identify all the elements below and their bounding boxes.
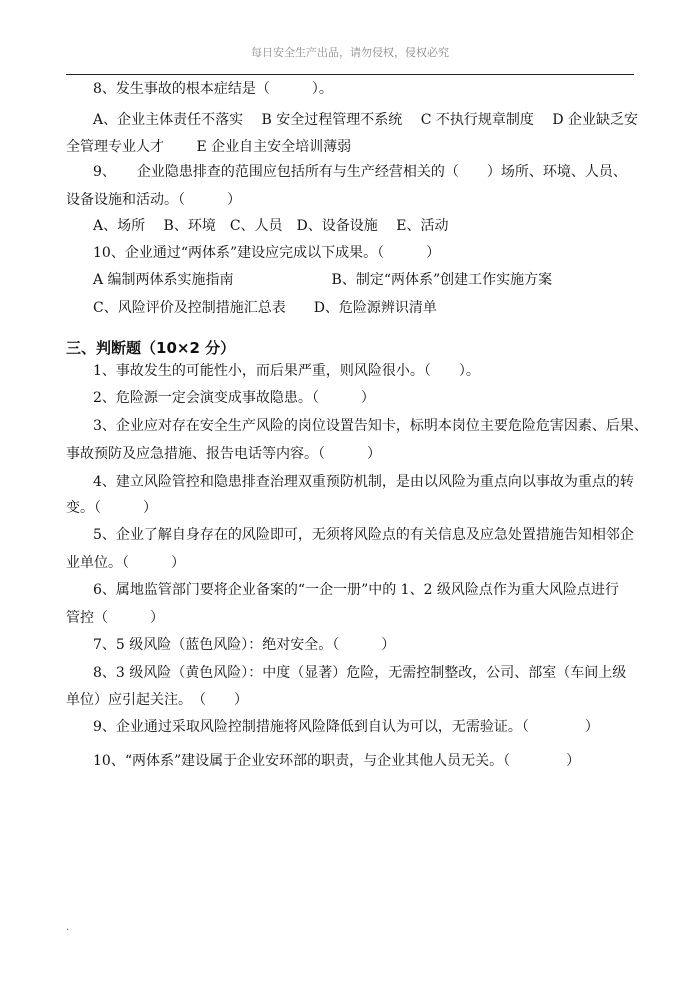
judgment-10: 10、“两体系”建设属于企业安环部的职责，与企业其他人员无关。（ ）	[93, 753, 581, 769]
question-10-options-ab: A 编制两体系实施指南 B、制定“两体系”创建工作实施方案	[93, 272, 553, 288]
judgment-8-cont: 单位）应引起关注。 （ ）	[66, 692, 248, 708]
judgment-3: 3、企业应对存在安全生产风险的岗位设置告知卡，标明本岗位主要危险危害因素、后果、	[93, 418, 648, 434]
judgment-5: 5、企业了解自身存在的风险即可，无须将风险点的有关信息及应急处置措施告知相邻企	[93, 527, 634, 543]
question-10-stem: 10、企业通过“两体系”建设应完成以下成果。（ ）	[93, 245, 441, 261]
judgment-6-cont: 管控（ ）	[66, 610, 164, 626]
judgment-1: 1、事故发生的可能性小，而后果严重，则风险很小。（ ）。	[93, 363, 480, 379]
judgment-5-cont: 业单位。（ ）	[66, 555, 185, 571]
question-8-options-cont: 全管理专业人才 E 企业自主安全培训薄弱	[66, 139, 352, 155]
question-10-options-cd: C、风险评价及控制措施汇总表 D、危险源辨识清单	[93, 300, 437, 316]
question-8-stem: 8、发生事故的根本症结是（ ）。	[93, 81, 333, 97]
judgment-4: 4、建立风险管控和隐患排查治理双重预防机制，是由以风险为重点向以事故为重点的转	[93, 474, 634, 490]
header-rule	[66, 74, 634, 75]
judgment-2: 2、危险源一定会演变成事故隐患。（ ）	[93, 390, 375, 406]
judgment-7: 7、5 级风险（蓝色风险）：绝对安全。（ ）	[93, 637, 396, 653]
page-header-watermark: 每日安全生产出品，请勿侵权，侵权必究	[251, 46, 449, 59]
question-9-stem: 9、 企业隐患排查的范围应包括所有与生产经营相关的（ ）场所、环境、人员、	[93, 164, 627, 180]
question-9-stem-cont: 设备设施和活动。（ ）	[66, 192, 241, 208]
question-9-options: A、场所 B、环境 C、人员 D、设备设施 E、活动	[93, 218, 449, 234]
question-8-options: A、企业主体责任不落实 B 安全过程管理不系统 C 不执行规章制度 D 企业缺乏安	[93, 112, 639, 128]
section-judgment-title: 三、判断题（10×2 分）	[66, 339, 236, 357]
page-footer-mark: .	[66, 922, 70, 933]
judgment-6: 6、属地监管部门要将企业备案的“一企一册”中的 1、2 级风险点作为重大风险点进行	[93, 582, 619, 598]
judgment-9: 9、企业通过采取风险控制措施将风险降低到自认为可以，无需验证。（ ）	[93, 719, 599, 735]
judgment-8: 8、3 级风险（黄色风险）：中度（显著）危险，无需控制整改，公司、部室（车间上级	[93, 665, 627, 681]
judgment-4-cont: 变。（ ）	[66, 500, 157, 516]
judgment-3-cont: 事故预防及应急措施、报告电话等内容。（ ）	[66, 446, 381, 462]
